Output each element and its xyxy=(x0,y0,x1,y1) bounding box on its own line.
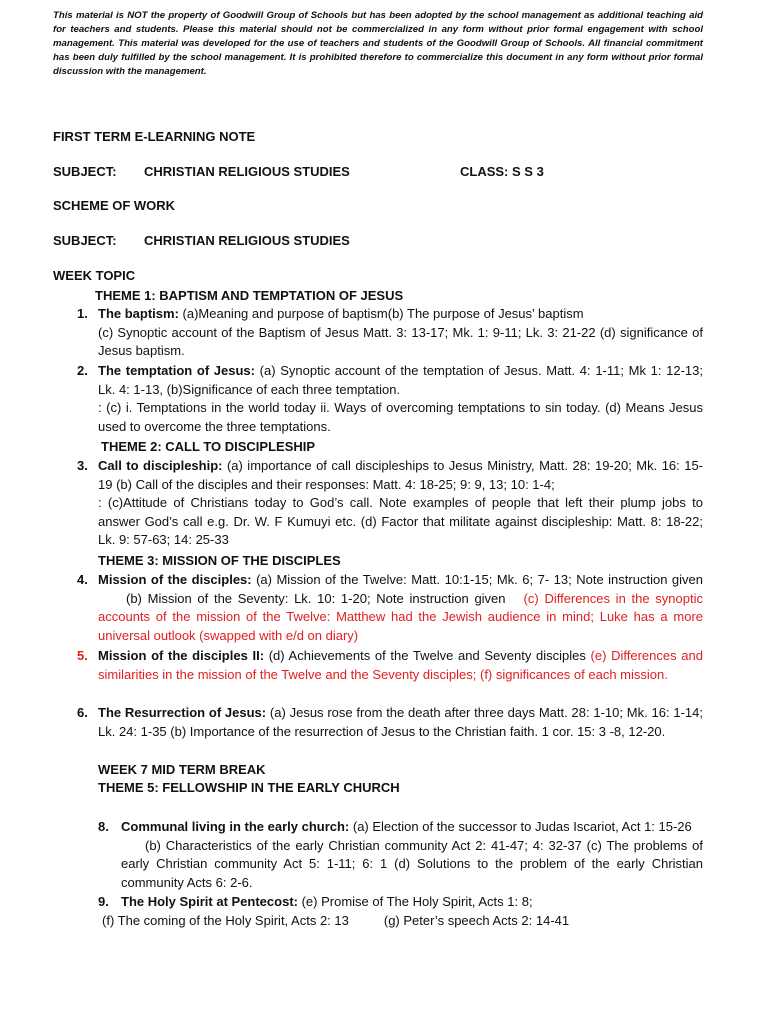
subject-row-2 xyxy=(53,233,703,248)
subject-value-2: CHRISTIAN RELIGIOUS STUDIES xyxy=(144,233,350,248)
item-4-text-a: (a) Mission of the Twelve: Matt. 10:1-15; Mk. 6; 7- 13; Note instruction given xyxy=(251,572,703,587)
item-4 xyxy=(98,571,703,645)
class-label: CLASS: S S 3 xyxy=(460,164,544,179)
item-2 xyxy=(98,362,703,436)
item-number-2: 2. xyxy=(77,363,88,378)
item-4-text-b: (b) Mission of the Seventy: Lk. 10: 1-20; Note instruction given xyxy=(126,590,506,606)
item-4-title: Mission of the disciples: xyxy=(98,572,252,587)
item-9-text-f: (f) The coming of the Holy Spirit, Acts 2: 13 xyxy=(102,913,349,928)
item-6 xyxy=(98,704,703,741)
subject-row xyxy=(53,164,703,179)
theme-2-heading: THEME 2: CALL TO DISCIPLESHIP xyxy=(101,439,316,454)
item-number-5: 5. xyxy=(77,648,88,663)
item-number-8: 8. xyxy=(98,819,109,834)
item-6-text-a: (a) Jesus rose from the death after three days Matt. 28: 1-10; Mk. 16: 1-14; Lk. 24: 1-35 (b) Importance of the resurrection of Jesus to the Christian faith. 1 cor. 15: 3 -8, 12-20. xyxy=(98,705,703,739)
item-number-4: 4. xyxy=(77,572,88,587)
subject-value: CHRISTIAN RELIGIOUS STUDIES xyxy=(144,164,350,179)
theme-5-heading: THEME 5: FELLOWSHIP IN THE EARLY CHURCH xyxy=(98,780,400,795)
item-5-title: Mission of the disciples II: xyxy=(98,648,265,663)
item-4-label-c: (c) xyxy=(523,590,539,606)
item-2-title: The temptation of Jesus: xyxy=(98,363,255,378)
item-1-text-a: (a)Meaning and purpose of baptism(b) The purpose of Jesus’ baptism xyxy=(178,306,584,321)
subject-label: SUBJECT: xyxy=(53,164,117,179)
item-2-text-a: (a) Synoptic account of the temptation of Jesus. Matt. 4: 1-11; Mk 1: 12-13; Lk. 4: 1-13, (b)Significance of each three temptation. xyxy=(98,363,703,397)
item-3-text-b: : (c)Attitude of Christians today to God’s call. Note examples of people that left their plump jobs to answer God’s call e.g. Dr. W. F Kumuyi etc. (d) Factor that militate against discipleship: Matt. 8: 18-22; Lk. 9: 57-63; 14: 25-33 xyxy=(98,495,703,548)
item-5 xyxy=(98,647,703,684)
item-1 xyxy=(98,305,703,361)
item-8 xyxy=(121,818,703,892)
item-9 xyxy=(121,893,703,912)
item-4-red-text: Differences in the synoptic accounts of the mission of the Twelve: Matthew had the Jewish audience in mind; Luke has a more universal outlook (swapped with e/d on diary) xyxy=(98,590,704,643)
item-1-text-b: (c) Synoptic account of the Baptism of Jesus Matt. 3: 13-17; Mk. 1: 9-11; Lk. 3: 21-22 (d) significance of Jesus baptism. xyxy=(98,324,703,359)
item-9-text-a: (e) Promise of The Holy Spirit, Acts 1: 8; xyxy=(297,894,533,909)
item-number-3: 3. xyxy=(77,458,88,473)
note-title: FIRST TERM E-LEARNING NOTE xyxy=(53,129,256,144)
item-8-text-a: (a) Election of the successor to Judas Iscariot, Act 1: 15-26 xyxy=(349,819,692,834)
item-number-6: 6. xyxy=(77,705,88,720)
theme-1-heading: THEME 1: BAPTISM AND TEMPTATION OF JESUS xyxy=(95,288,404,303)
item-5-text-a: (d) Achievements of the Twelve and Seventy disciples xyxy=(264,648,586,663)
scheme-title: SCHEME OF WORK xyxy=(53,198,176,213)
item-number-1: 1. xyxy=(77,306,88,321)
item-1-title: The baptism: xyxy=(98,306,179,321)
theme-3-heading: THEME 3: MISSION OF THE DISCIPLES xyxy=(98,553,341,568)
item-number-9: 9. xyxy=(98,894,109,909)
subject-label-2: SUBJECT: xyxy=(53,233,117,248)
item-9-continuation xyxy=(102,912,707,931)
item-3 xyxy=(98,457,703,550)
item-6-title: The Resurrection of Jesus: xyxy=(98,705,267,720)
item-5-red-text: Differences and similarities in the mission of the Twelve and the Seventy disciples; (f) significances of each mission. xyxy=(98,648,703,682)
item-8-title: Communal living in the early church: xyxy=(121,819,350,834)
item-3-text-a: (a) importance of call discipleships to Jesus Ministry, Matt. 28: 19-20; Mk. 16: 15-19 (b) Call of the disciples and their responses: Matt. 4: 18-25; 9: 9, 13; 10: 1-4; xyxy=(98,458,704,492)
mid-term-heading: WEEK 7 MID TERM BREAK xyxy=(98,762,266,777)
disclaimer-text: This material is NOT the property of Goodwill Group of Schools but has been adopted by the school management as additional teaching aid for teachers and students. Please this material should not be commercialized in any form without prior formal engagement with school management. This material was developed for the use of teachers and students of the Goodwill Group of Schools. All financial commitment has been duly fulfilled by the school management. It is prohibited therefore to commercialize this document in any form without prior formal discussion with the management. xyxy=(53,10,703,77)
item-3-title: Call to discipleship: xyxy=(98,458,223,473)
item-8-text-b: (b) Characteristics of the early Christian community Act 2: 41-47; 4: 32-37 (c) The problems of early Christian community Act 5: 1-11; 6: 1 (d) Solutions to the problem of the early Christian community Acts 6: 2-6. xyxy=(121,837,703,890)
item-2-text-b: : (c) i. Temptations in the world today ii. Ways of overcoming temptations to sin today. (d) Means Jesus used to overcome the three temptations. xyxy=(98,400,703,434)
week-topic-heading: WEEK TOPIC xyxy=(53,268,136,283)
item-9-text-g: (g) Peter’s speech Acts 2: 14-41 xyxy=(383,913,570,928)
item-9-title: The Holy Spirit at Pentecost: xyxy=(121,894,298,909)
item-5-label-e: (e) xyxy=(590,648,607,663)
